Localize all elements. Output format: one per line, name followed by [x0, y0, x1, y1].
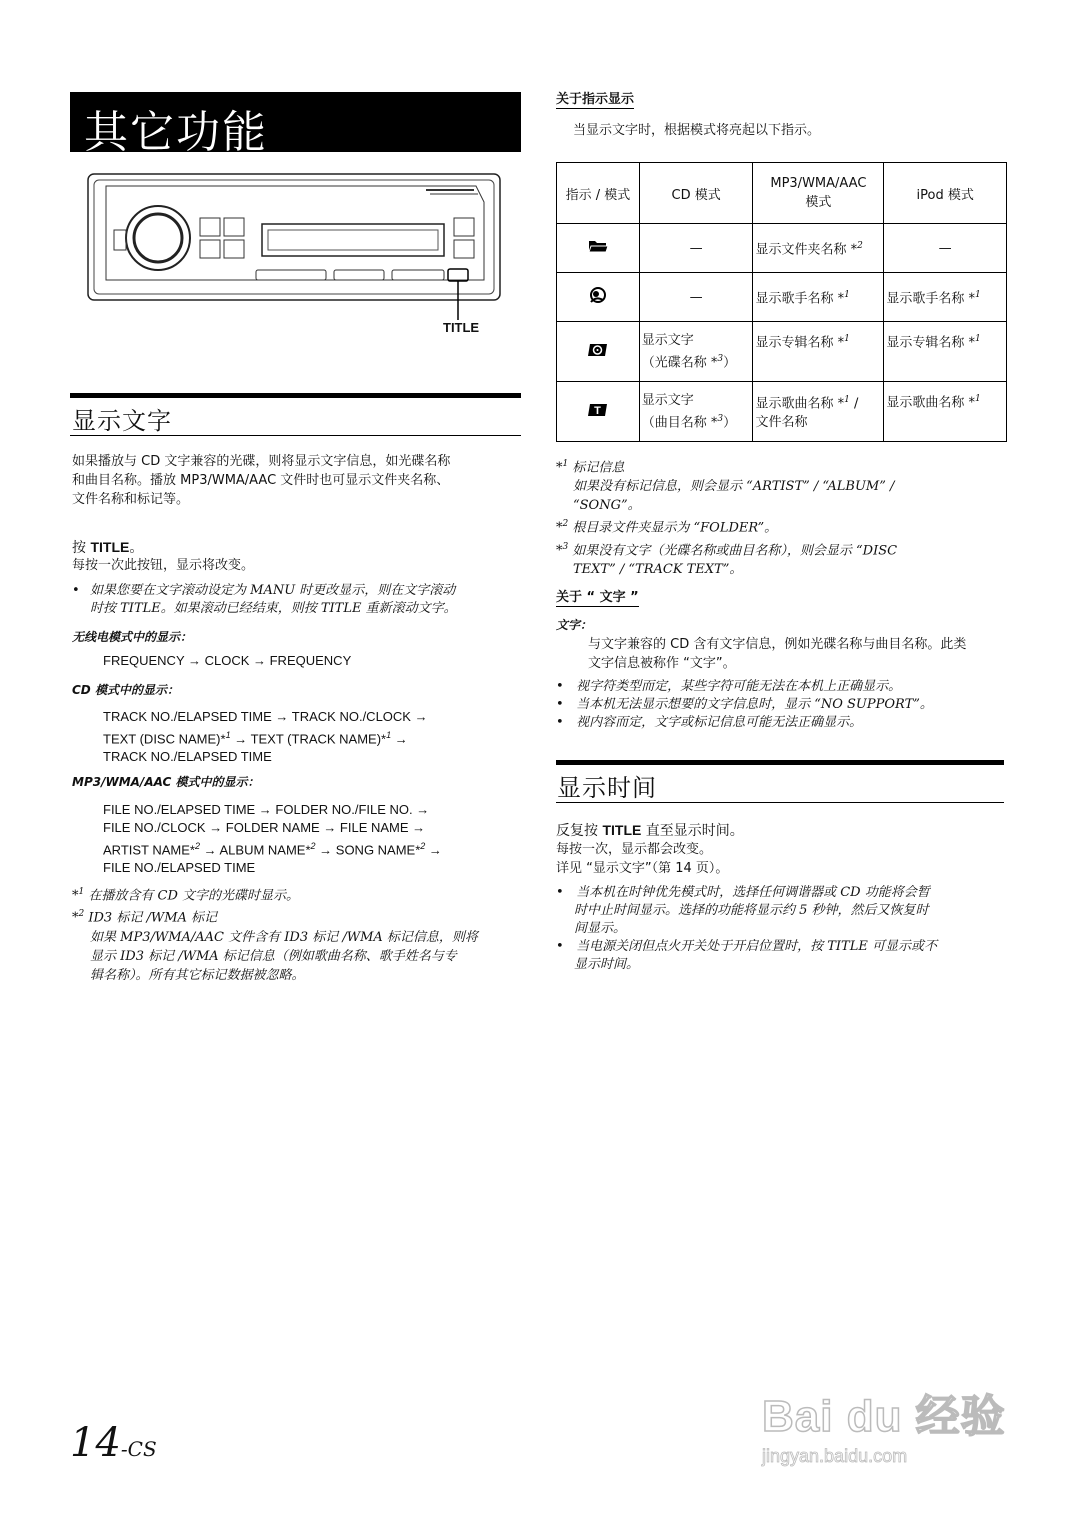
radio-mode-sequence: FREQUENCY → CLOCK → FREQUENCY	[103, 653, 352, 668]
page-title: 其它功能	[84, 107, 268, 158]
bullet-dot: •	[72, 583, 80, 598]
section-underline	[70, 435, 521, 436]
section-rule	[70, 393, 521, 398]
header-mp3-mode: MP3/WMA/AAC 模式	[753, 163, 884, 224]
footnotes-right: *$^1$ 标记信息 如果没有标记信息，则会显示 “ARTIST” / “ALBUM” / “SONG”。 *$^2$ 根目录文件夹显示为 “FOLDER”。 *$^3$ 如果没有文字（光碟名称或曲目名称），则会显示 “DISC TEXT” / “TRACK TEXT”。	[556, 459, 898, 577]
table-row: 显示文字 （光碟名称 *$^3$） 显示专辑名称 *$^1$ 显示专辑名称 *$^1$	[557, 322, 1007, 382]
track-icon	[557, 382, 640, 442]
manu-scroll-note: 如果您要在文字滚动设定为 MANU 时更改显示，则在文字滚动 时按 TITLE。如果滚动已经结束，则按 TITLE 重新滚动文字。	[90, 583, 457, 616]
section-rule	[556, 760, 1004, 765]
footnotes-left: *$^1$ 在播放含有 CD 文字的光碟时显示。 *$^2$ ID3 标记 /WMA 标记 如果 MP3/WMA/AAC 文件含有 ID3 标记 /WMA 标记信息，则将 显示 ID3 标记 /WMA 标记信息（例如歌曲名称、歌手姓名与专 辑名称）。所有其它标记数据被忽略。	[72, 887, 478, 983]
indicator-table	[556, 162, 1007, 442]
section-title-display-time: 显示时间	[557, 774, 657, 802]
cd-mode-heading: CD 模式中的显示：	[72, 683, 179, 697]
table-row: — 显示歌手名称 *$^1$ 显示歌手名称 *$^1$	[557, 273, 1007, 322]
about-text-label: 文字：	[556, 618, 593, 632]
watermark-url: jingyan.baidu.com	[762, 1446, 908, 1466]
press-title-repeat: 反复按 TITLE 直至显示时间。	[556, 822, 744, 839]
about-text-bullets: • 视字符类型而定，某些字符可能无法在本机上正确显示。 • 当本机无法显示想要的文字信息时，显示 “NO SUPPORT”。 • 视内容而定，文字或标记信息可能无法正确显示。	[556, 679, 933, 730]
baidu-watermark	[762, 1380, 1006, 1467]
head-unit-illustration	[86, 172, 506, 342]
radio-mode-heading: 无线电模式中的显示：	[72, 630, 193, 644]
page-number: 14-CS	[70, 1420, 157, 1466]
cd-mode-sequence: TRACK NO./ELAPSED TIME → TRACK NO./CLOCK → TEXT (DISC NAME)*$^1$ → TEXT (TRACK NAME)*$^1$ → TRACK NO./ELAPSED TIME	[103, 709, 428, 765]
disc-icon	[557, 322, 640, 382]
track-icon-letter: T	[594, 404, 601, 417]
press-title-desc: 每按一次此按钮，显示将改变。	[72, 558, 255, 573]
display-text-intro: 如果播放与 CD 文字兼容的光碟，则将显示文字信息，如光碟名称 和曲目名称。播放 MP3/WMA/AAC 文件时也可显示文件夹名称、 文件名称和标记等。	[72, 454, 451, 507]
display-time-desc: 每按一次，显示都会改变。 详见 “显示文字”（第 14 页）。	[556, 842, 729, 876]
display-time-bullets: • 当本机在时钟优先模式时，选择任何调谐器或 CD 功能将会暂 时中止时间显示。选择的功能将显示约 5 秒钟，然后又恢复时 间显示。 • 当电源关闭但点火开关处于开启位置时，按 TITLE 可显示或不 显示时间。	[556, 885, 937, 972]
table-row: — 显示文件夹名称 *$^2$ —	[557, 224, 1007, 273]
about-text-heading: 关于 “ 文字 ”	[556, 586, 639, 607]
section-underline	[556, 802, 1004, 803]
table-header-row	[557, 163, 1007, 224]
artist-icon	[557, 273, 640, 322]
section-title-display-text: 显示文字	[72, 407, 172, 435]
about-text-body: 与文字兼容的 CD 含有文字信息，例如光碟名称与曲目名称。此类 文字信息被称作 “文字”。	[588, 637, 967, 671]
header-ipod-mode: iPod 模式	[884, 163, 1007, 224]
mp3-mode-heading: MP3/WMA/AAC 模式中的显示：	[72, 775, 260, 789]
header-indicator-mode: 指示 / 模式	[557, 163, 640, 224]
table-row: T 显示文字 （曲目名称 *$^3$） 显示歌曲名称 *$^1$ / 文件名称 显示歌曲名称 *$^1$	[557, 382, 1007, 442]
indicator-desc: 当显示文字时，根据模式将亮起以下指示。	[573, 123, 821, 138]
watermark-brand: Bai du 经验	[762, 1392, 1006, 1441]
indicator-heading: 关于指示显示	[556, 88, 634, 109]
folder-icon	[557, 224, 640, 273]
title-button-callout: TITLE	[443, 320, 480, 335]
header-cd-mode: CD 模式	[639, 163, 753, 224]
press-title-instruction: 按 TITLE。	[72, 539, 144, 556]
mp3-mode-sequence: FILE NO./ELAPSED TIME → FOLDER NO./FILE NO. → FILE NO./CLOCK → FOLDER NAME → FILE NAME → ARTIST NAME*$^2$ → ALBUM NAME*$^2$ → SONG NAME*$^2$ → FILE NO./ELAPSED TIME	[103, 802, 442, 876]
